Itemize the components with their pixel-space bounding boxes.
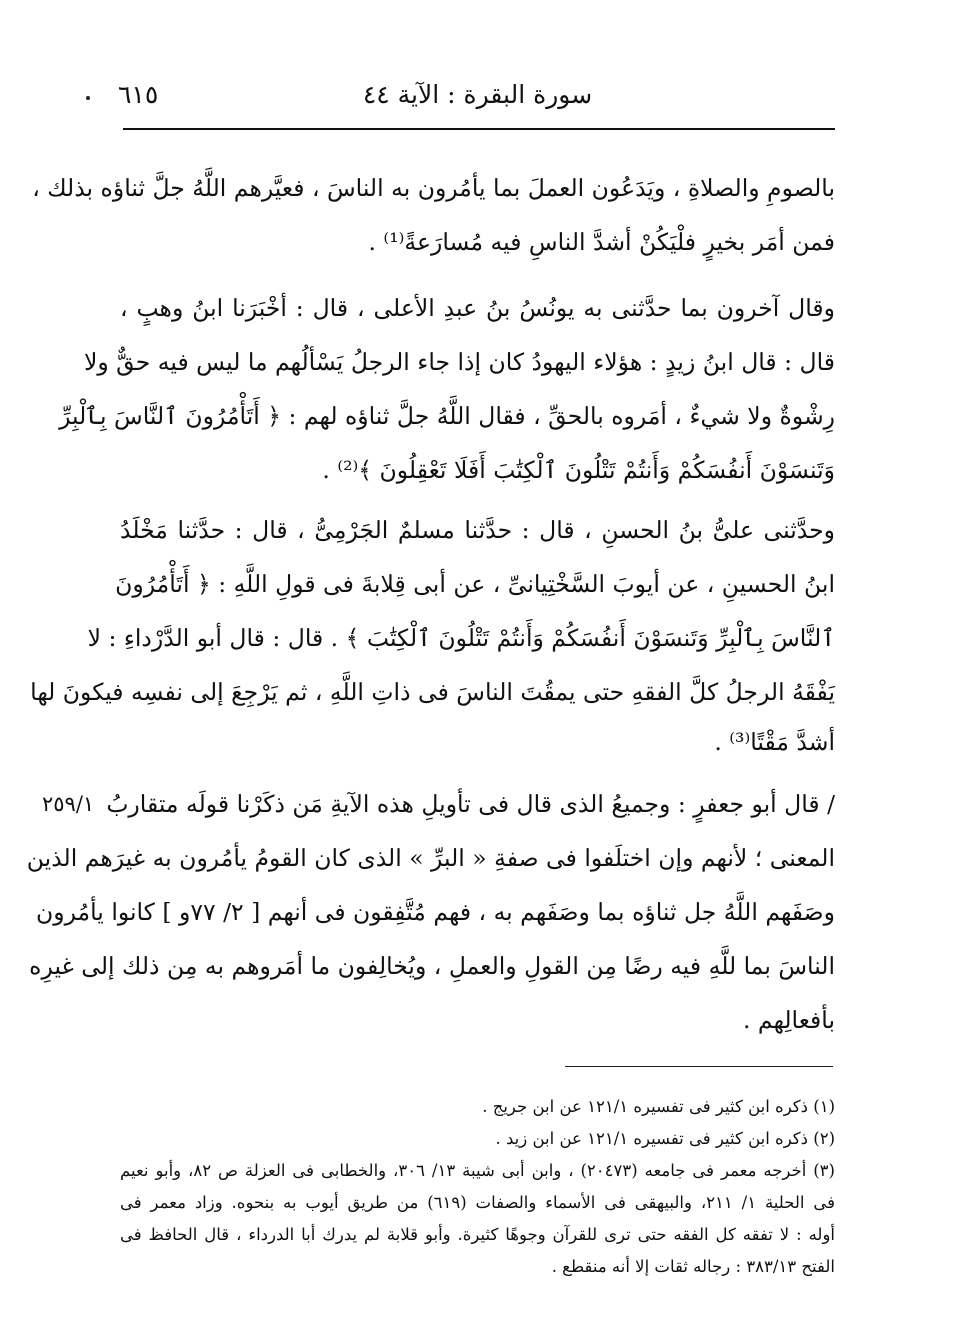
body-line-2: فمن أمَر بخيرٍ فلْيَكُنْ أشدَّ الناسِ فيه مُسارَعةً⁽¹⁾ . — [368, 228, 835, 256]
footnote-3-line-3: أوله : لا تفقه كل الفقه حتى ترى للقرآن وجوهًا كثيرة. وأبو قلابة لم يدرك أبا الدرداء ، قال الحافظ فى — [120, 1225, 835, 1244]
body-line-13: المعنى ؛ لأنهم وإن اختلَفوا فى صفةِ « البرِّ » الذى كان القومُ يأمُرون به غيرَهم الذين — [26, 844, 835, 872]
page-number: ٦١٥ — [118, 80, 159, 109]
running-title: سورة البقرة : الآية ٤٤ — [362, 80, 593, 109]
body-line-1: بالصومِ والصلاةِ ، ويَدَعُون العملَ بما يأمُرون به الناسَ ، فعيَّرهم اللَّهُ جلَّ ثناؤه بذلك ، — [32, 174, 835, 202]
body-line-6: وَتَنسَوْنَ أَنفُسَكُمْ وَأَنتُمْ تَتْلُونَ ٱلْكِتَٰبَ أَفَلَا تَعْقِلُونَ ﴾⁽²⁾ . — [322, 456, 835, 484]
footnote-3-line-1: (٣) أخرجه معمر فى جامعه (٢٠٤٧٣) ، وابن أبى شيبة ١٣/ ٣٠٦، والخطابى فى العزلة ص ٨٢، وأبو نعيم — [120, 1161, 835, 1180]
footnote-3-line-2: فى الحلية ١/ ٢١١، والبيهقى فى الأسماء والصفات (٦١٩) من طريق أيوب به بنحوه. وزاد معمر فى — [120, 1193, 836, 1212]
body-line-11: أشدَّ مَقْتًا⁽³⁾ . — [714, 728, 835, 756]
body-line-4: قال : قال ابنُ زيدٍ : هؤلاء اليهودُ كان إذا جاء الرجلُ يَسْألُهم ما ليس فيه حقٌّ ولا — [83, 348, 835, 376]
body-line-14: وصَفَهم اللَّهُ جل ثناؤه بما وصَفَهم به ، فهم مُتَّفِقون فى أنهم [ ٢/ ٧٧و ] كانوا يأمُرون — [35, 898, 835, 926]
header-dot — [86, 96, 90, 100]
body-line-8: ابنُ الحسينِ ، عن أيوبَ السَّخْتِيانىِّ ، عن أبى قِلابةَ فى قولِ اللَّهِ : ﴿ أَتَأْمُرُونَ — [115, 570, 835, 598]
header-rule — [123, 128, 835, 130]
body-line-9: ٱلنَّاسَ بِٱلْبِرِّ وَتَنسَوْنَ أَنفُسَكُمْ وَأَنتُمْ تَتْلُونَ ٱلْكِتَٰبَ ﴾ . قال : قال أبو الدَّرْداءِ : لا — [87, 624, 835, 652]
body-line-7: وحدَّثنى علىُّ بنُ الحسنِ ، قال : حدَّثنا مسلمٌ الجَرْمِىُّ ، قال : حدَّثنا مَخْلَدُ — [120, 516, 835, 544]
body-line-5: رِشْوةٌ ولا شيءٌ ، أمَروه بالحقِّ ، فقال اللَّهُ جلَّ ثناؤه لهم : ﴿ أَتَأْمُرُونَ ٱلنَّاسَ بِٱلْبِرِّ — [59, 402, 835, 430]
body-line-16: بأفعالِهم . — [742, 1006, 835, 1034]
body-line-15: الناسَ بما للَّهِ فيه رضًا مِن القولِ والعملِ ، ويُخالِفون ما أمَروهم به مِن ذلك إلى غيرِه — [29, 952, 835, 980]
margin-reference: ٢٥٩/١ — [42, 792, 95, 816]
footnote-2: (٢) ذكره ابن كثير فى تفسيره ١٢١/١ عن ابن زيد . — [495, 1129, 835, 1148]
body-line-10: يَفْقَهُ الرجلُ كلَّ الفقهِ حتى يمقُتَ الناسَ فى ذاتِ اللَّهِ ، ثم يَرْجِعَ إلى نفسِه فيكونَ لها — [30, 678, 835, 706]
body-line-12: / قال أبو جعفرٍ : وجميعُ الذى قال فى تأويلِ هذه الآيةِ مَن ذكَرْنا قولَه متقاربُ — [106, 790, 835, 818]
footnote-1: (١) ذكره ابن كثير فى تفسيره ١٢١/١ عن ابن جريج . — [482, 1097, 835, 1116]
footnote-3-line-4: الفتح ٣٨٣/١٣ : رجاله ثقات إلا أنه منقطع . — [551, 1257, 835, 1276]
body-line-3: وقال آخرون بما حدَّثنى به يونُسُ بنُ عبدِ الأعلى ، قال : أخْبَرَنا ابنُ وهبٍ ، — [120, 294, 835, 322]
footnote-rule — [565, 1066, 833, 1067]
